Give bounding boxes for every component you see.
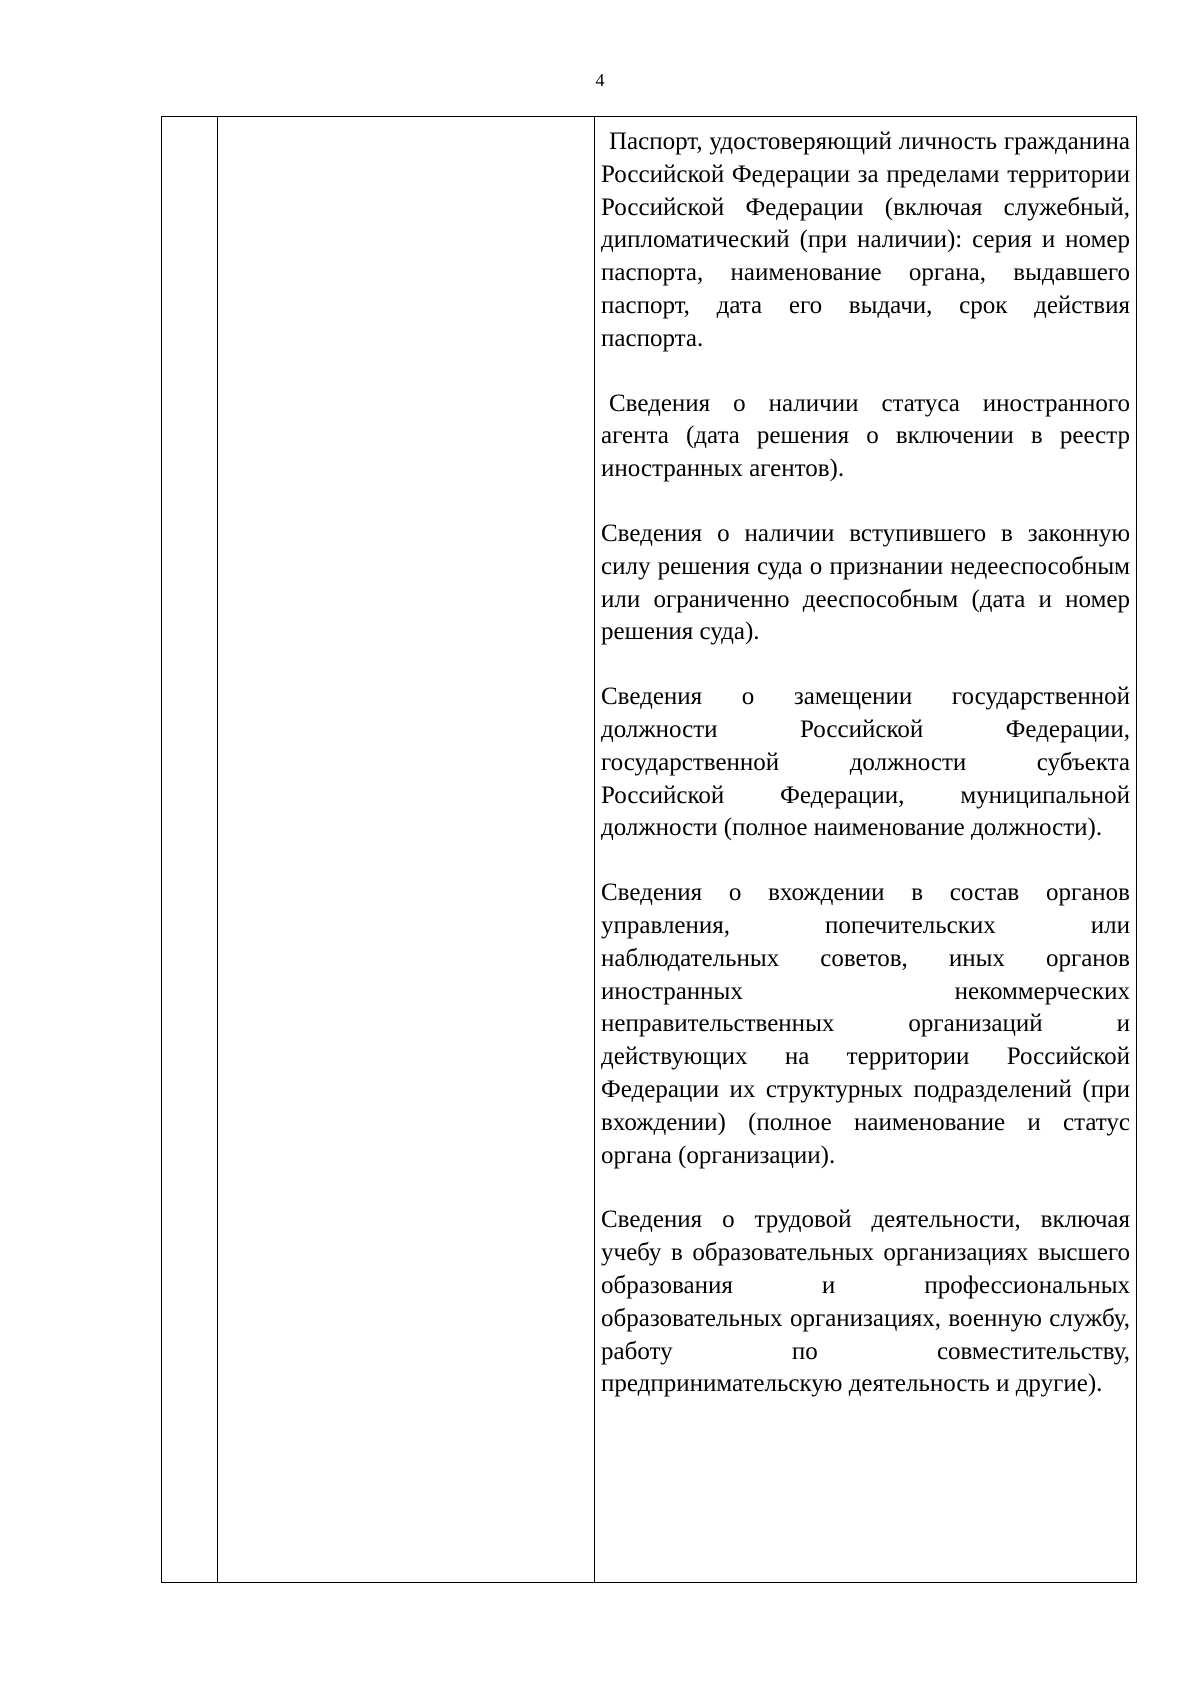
governing-bodies-paragraph: Сведения о вхождении в состав органов управления, попечительских или наблюдательных советов, иных органов иностранных некоммерческих неправительственных организаций и действующих на территории Российской Федерации их структурных подразделений (при вхождении) (полное наименование и статус органа (организации). [601,879,1130,1169]
employment-paragraph: Сведения о трудовой деятельности, включая учебу в образовательных организациях высшего образования и профессиональных образовательных организациях, военную службу, работу по совместительству, предпринимательскую деятельность и другие). [601,1206,1130,1398]
state-position-paragraph: Сведения о замещении государственной должности Российской Федерации, государственной должности субъекта Российской Федерации, муниципальной должности (полное наименование должности). [601,683,1130,842]
details-content [595,117,1136,1401]
table-cell-details [595,117,1137,1583]
foreign-agent-paragraph: Сведения о наличии статуса иностранного агента (дата решения о включении в реестр иностранных агентов). [601,389,1130,483]
table-row [162,117,1137,1583]
table-cell-number [162,117,218,1583]
passport-paragraph: Паспорт, удостоверяющий личность гражданина Российской Федерации за пределами территории Российской Федерации (включая служебный, дипломатический (при наличии): серия и номер паспорта, наименование органа, выдавшего паспорт, дата его выдачи, срок действия паспорта. [601,128,1130,352]
document-table [161,116,1137,1583]
table-cell-category [218,117,595,1583]
court-decision-paragraph: Сведения о наличии вступившего в законную силу решения суда о признании недееспособным или ограниченно дееспособным (дата и номер решения суда). [601,519,1130,646]
page-number: 4 [595,70,605,90]
